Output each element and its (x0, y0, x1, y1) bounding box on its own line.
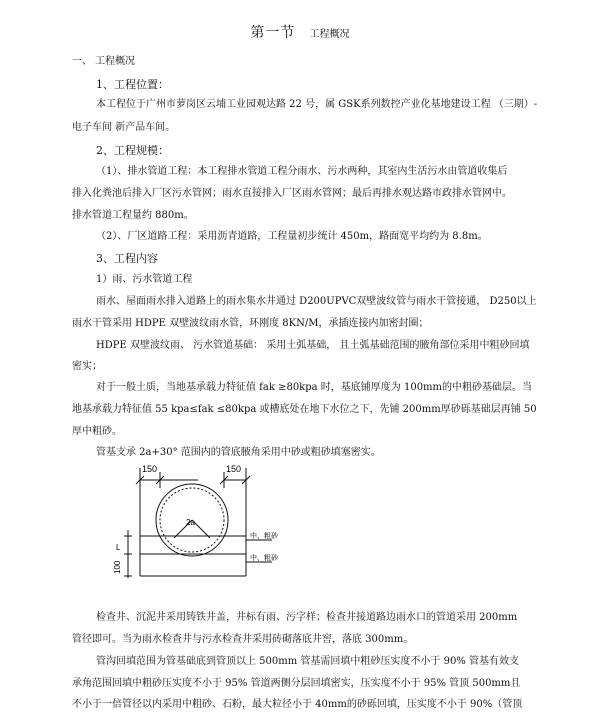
detail-line-4: 承角范围回填中粗砂压实度不小于 95% 管道两侧分层回填密实，压实度不小于 95% 管顶 500mm且 (72, 678, 521, 689)
location-line-1: 本工程位于广州市萝岗区云埔工业园观达路 22 号，属 GSK系列数控产业化基地建设工程 （三期）- (96, 99, 538, 110)
heading-scale: 2、工程规模： (96, 144, 169, 157)
heading-pipe-works: 1）雨、污水管道工程 (96, 274, 193, 285)
location-line-2: 电子车间 新产品车间。 (72, 122, 176, 133)
content-line-7: 厚中粗砂。 (72, 426, 122, 437)
dim-label-right: 150 (226, 464, 242, 474)
heading-location: 1、工程位置： (96, 78, 169, 91)
section-title-sub: 工程概况 (309, 29, 350, 40)
content-line-1: 雨水、屋面雨水排入道路上的雨水集水井通过 D200UPVC双壁波纹管与雨水干管接通， D250以上 (96, 296, 537, 307)
scale-line-2: 排入化粪池后排入厂区污水管网；雨水直接排入厂区雨水管网；最后再排水观达路市政排水管网中。 (72, 188, 512, 199)
detail-line-2: 管径即可。当为雨水检查井与污水检查井采用砖砌落底井窖，落底 300mm。 (72, 634, 414, 645)
section-title (0, 22, 600, 42)
pipe-bedding-diagram (100, 458, 300, 588)
content-line-3: HDPE 双壁波纹雨、 污水管道基础： 采用土弧基础， 且土弧基础范围的腋角部位采用中粗砂回填 (96, 340, 530, 351)
content-line-8: 管基支承 2a+30° 范围内的管底腋角采用中砂或粗砂填塞密实。 (96, 447, 381, 458)
bedding-label-top: 中、粗砂 (250, 533, 278, 540)
dim-label-vertical: 100 (113, 560, 122, 574)
dim-label-L: L (116, 543, 121, 552)
detail-line-5: 不小于一倍管径以内采用中粗砂、石粉，最大粒径小于 40mm的砂砾回填，压实度不小于 90%（管顶 (72, 699, 523, 710)
content-line-5: 对于一般土质，当地基承载力特征值 fak ≥80kpa 时，基底铺厚度为 100mm的中粗砂基础层。当 (96, 382, 533, 393)
detail-line-3: 管沟回填范围为管基础底到管顶以上 500mm 管基需回填中粗砂压实度不小于 90% 管基有效支 (96, 656, 519, 667)
scale-line-3: 排水管道工程量约 880m。 (72, 210, 194, 221)
content-line-6: 地基承载力特征值 55 kpa≤fak ≤80kpa 或槽底处在地下水位之下，先铺 200mm厚砂砾基础层再铺 50 (72, 404, 537, 415)
dim-label-left: 150 (142, 464, 158, 474)
bedding-label-bottom: 中、粗砂 (250, 555, 278, 562)
heading-overview: 一、 工程概况 (72, 56, 136, 67)
content-line-4: 密实； (72, 361, 102, 372)
angle-label: 2a (186, 518, 195, 527)
section-title-main: 第一节 (250, 25, 296, 41)
scale-line-4: （2）、厂区道路工程：采用沥青道路，工程量初步统计 450m，路面宽平均约为 8.8m。 (96, 231, 488, 242)
scale-line-1: （1）、排水管道工程：本工程排水管道工程分雨水、污水两种，其室内生活污水由管道收集后 (96, 166, 508, 177)
detail-line-1: 检查井、沉泥井采用铸铁井盖，井标有雨、污字样；检查井接道路边雨水口的管道采用 200mm (96, 612, 518, 623)
content-line-2: 雨水干管采用 HDPE 双壁波纹雨水管，环刚度 8KN/M，承插连接内加密封圈； (72, 318, 429, 329)
heading-content: 3、工程内容 (96, 252, 158, 265)
